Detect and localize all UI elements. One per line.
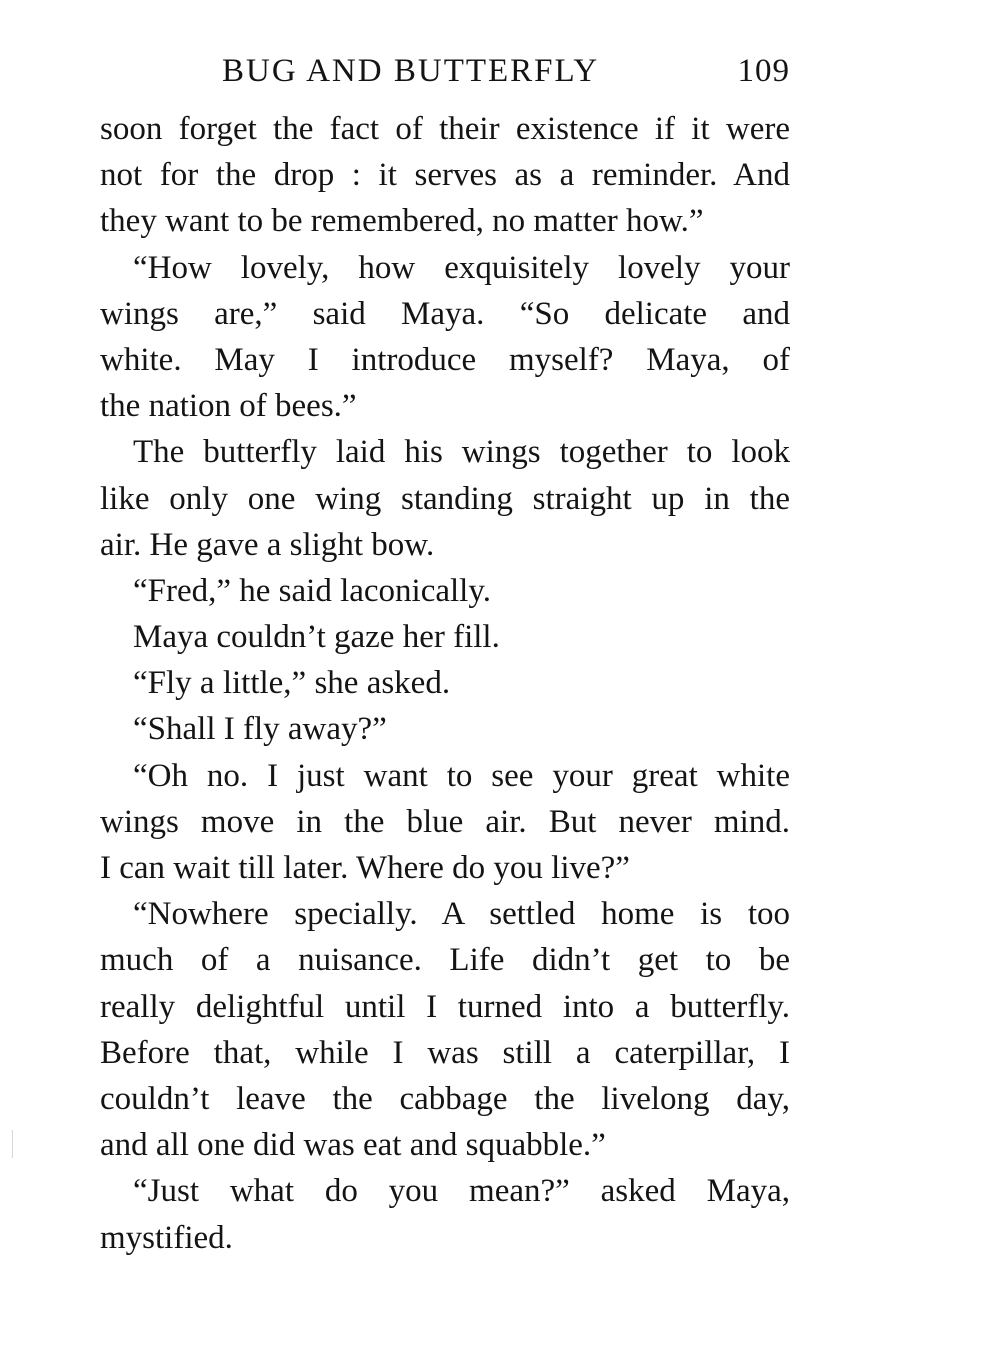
paragraph (100, 891, 790, 1168)
page-number: 109 (737, 53, 790, 89)
text-line: couldn’t leave the cabbage the livelong day, (100, 1080, 790, 1117)
text-line: Before that, while I was still a caterpillar, I (100, 1034, 790, 1071)
text-line: wings move in the blue air. But never mind. (100, 803, 790, 840)
text-line: air. He gave a slight bow. (100, 526, 435, 563)
text-line: The butterfly laid his wings together to look (133, 434, 790, 471)
text-line: really delightful until I turned into a butterfly. (100, 988, 790, 1025)
paragraph (100, 245, 790, 430)
text-line: not for the drop : it serves as a reminder. And (100, 157, 790, 194)
text-line: white. May I introduce myself? Maya, of (100, 341, 790, 378)
text-line: “Oh no. I just want to see your great white (133, 757, 790, 794)
text-line: wings are,” said Maya. “So delicate and (100, 295, 790, 332)
paragraph (100, 1168, 790, 1260)
chapter-title: BUG AND BUTTERFLY (222, 53, 600, 89)
text-line: like only one wing standing straight up in the (100, 480, 790, 517)
paragraph (100, 614, 790, 660)
text-line: “Nowhere specially. A settled home is too (133, 896, 790, 933)
text-line: “How lovely, how exquisitely lovely your (133, 249, 790, 286)
paragraph (100, 706, 790, 752)
text-line: “Fly a little,” she asked. (133, 665, 451, 702)
text-line: much of a nuisance. Life didn’t get to be (100, 942, 790, 979)
text-line: and all one did was eat and squabble.” (100, 1127, 606, 1164)
running-head (100, 48, 790, 94)
text-line: Maya couldn’t gaze her fill. (133, 619, 500, 656)
scan-margin-mark (12, 1130, 13, 1158)
text-line: “Shall I fly away?” (133, 711, 387, 748)
text-line: I can wait till later. Where do you live?” (100, 850, 630, 886)
paragraph (100, 429, 790, 568)
text-line: the nation of bees.” (100, 388, 357, 425)
text-line: “Just what do you mean?” asked Maya, (133, 1173, 790, 1210)
text-line: mystified. (100, 1219, 233, 1256)
paragraph (100, 568, 790, 614)
text-line: “Fred,” he said laconically. (133, 572, 491, 609)
body-text (100, 106, 790, 1261)
text-line: soon forget the fact of their existence if it were (100, 111, 790, 147)
paragraph (100, 753, 790, 892)
paragraph (100, 660, 790, 706)
text-line: they want to be remembered, no matter how.” (100, 203, 704, 240)
paragraph (100, 106, 790, 245)
